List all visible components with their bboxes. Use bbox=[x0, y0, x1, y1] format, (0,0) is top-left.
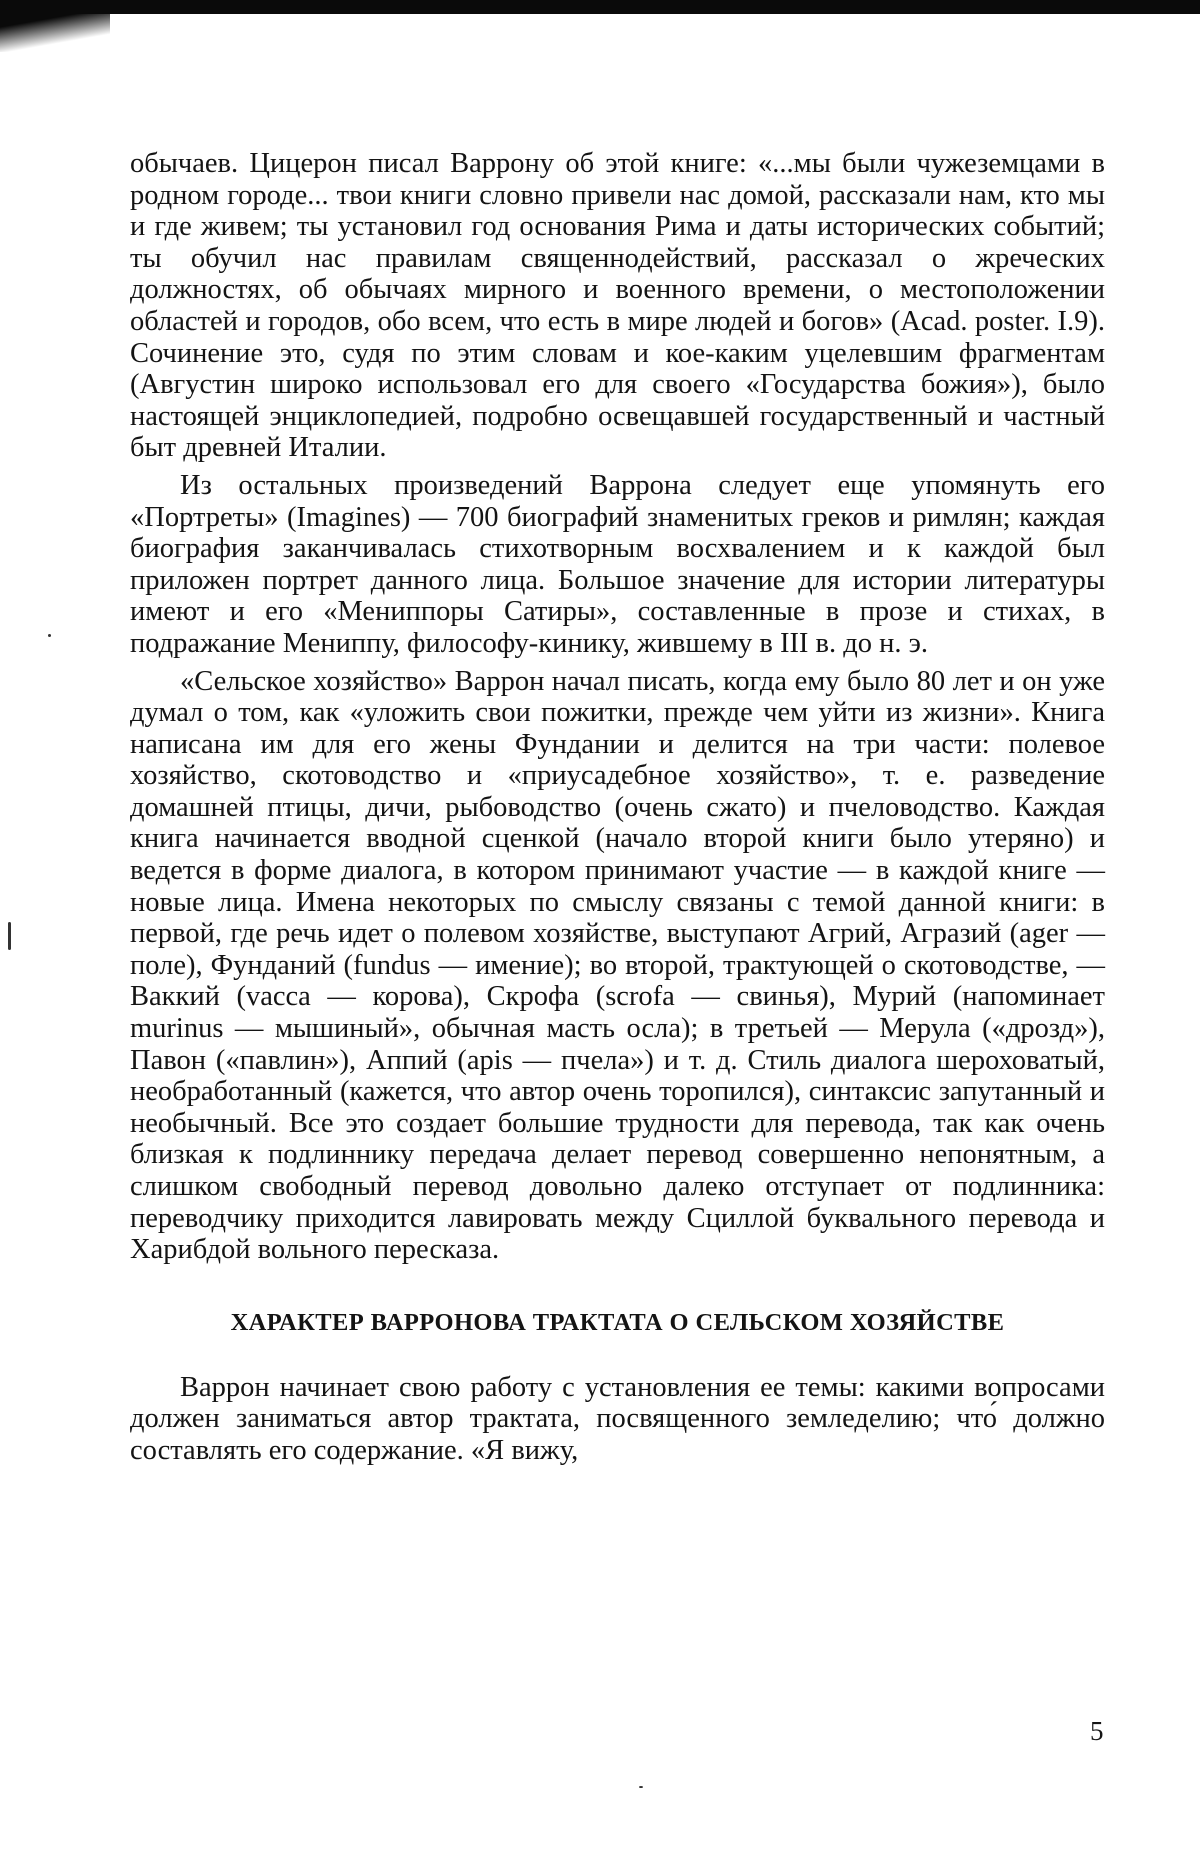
paragraph-4: Варрон начинает свою работу с установления ее темы: какими вопросами должен заниматься автор трактата, посвященного земледелию; что́ должно составлять его содержание. «Я вижу, bbox=[130, 1371, 1105, 1466]
section-heading: ХАРАКТЕР ВАРРОНОВА ТРАКТАТА О СЕЛЬСКОМ ХОЗЯЙСТВЕ bbox=[230, 1308, 1005, 1336]
paragraph-3: «Сельское хозяйство» Варрон начал писать, когда ему было 80 лет и он уже думал о том, как «уложить свои пожитки, прежде чем уйти из жизни». Книга написана им для его жены Фундании и делится на три части: полевое хозяйство, скотоводство и «приусадебное хозяйство», т. е. разведение домашней птицы, дичи, рыбоводство (очень сжато) и пчеловодство. Каждая книга начинается вводной сценкой (начало второй книги было утеряно) и ведется в форме диалога, в котором принимают участие — в каждой книге — новые лица. Имена некоторых по смыслу связаны с темой данной книги: в первой, где речь идет о полевом хозяйстве, выступают Агрий, Агразий (ager — поле), Фунданий (fundus — имение); во второй, трактующей о скотоводстве, — Ваккий (vacca — корова), Скрофа (scrofa — свинья), Мурий (напоминает murinus — мышиный», обычная масть осла); в третьей — Мерула («дрозд»), Павон («павлин»), Аппий (apis — пчела») и т. д. Стиль диалога шероховатый, необработанный (кажется, что автор очень торопился), синтаксис запутанный и необычный. Все это создает большие трудности для перевода, так как очень близкая к подлиннику передача делает перевод совершенно непонятным, а слишком свободный перевод довольно далеко отступает от подлинника: переводчику приходится лавировать между Сциллой буквального перевода и Харибдой вольного пересказа. bbox=[130, 665, 1105, 1266]
scan-corner-shadow bbox=[0, 0, 110, 52]
scan-speck bbox=[639, 1786, 643, 1788]
scan-speck bbox=[48, 634, 51, 637]
scan-top-edge bbox=[0, 0, 1200, 14]
paragraph-2: Из остальных произведений Варрона следует еще упомянуть его «Портреты» (Imagines) — 700 биографий знаменитых греков и римлян; каждая биография заканчивалась стихотворным восхвалением и к каждой был приложен портрет данного лица. Большое значение для истории литературы имеют и его «Мениппоры Сатиры», составленные в прозе и стихах, в подражание Мениппу, философу-кинику, жившему в III в. до н. э. bbox=[130, 469, 1105, 659]
paragraph-1: обычаев. Цицерон писал Варрону об этой книге: «...мы были чужеземцами в родном городе... твои книги словно привели нас домой, рассказали нам, кто мы и где живем; ты установил год основания Рима и даты исторических событий; ты обучил нас правилам священнодействий, рассказал о жреческих должностях, об обычаях мирного и военного времени, о местоположении областей и городов, обо всем, что есть в мире людей и богов» (Acad. poster. I.9). Сочинение это, судя по этим словам и кое-каким уцелевшим фрагментам (Августин широко использовал его для своего «Государства божия»), было настоящей энциклопедией, подробно освещавшей государственный и частный быт древней Италии. bbox=[130, 148, 1105, 464]
scan-speck bbox=[8, 922, 11, 950]
page-body bbox=[130, 148, 1105, 1467]
page-number: 5 bbox=[1090, 1716, 1104, 1746]
